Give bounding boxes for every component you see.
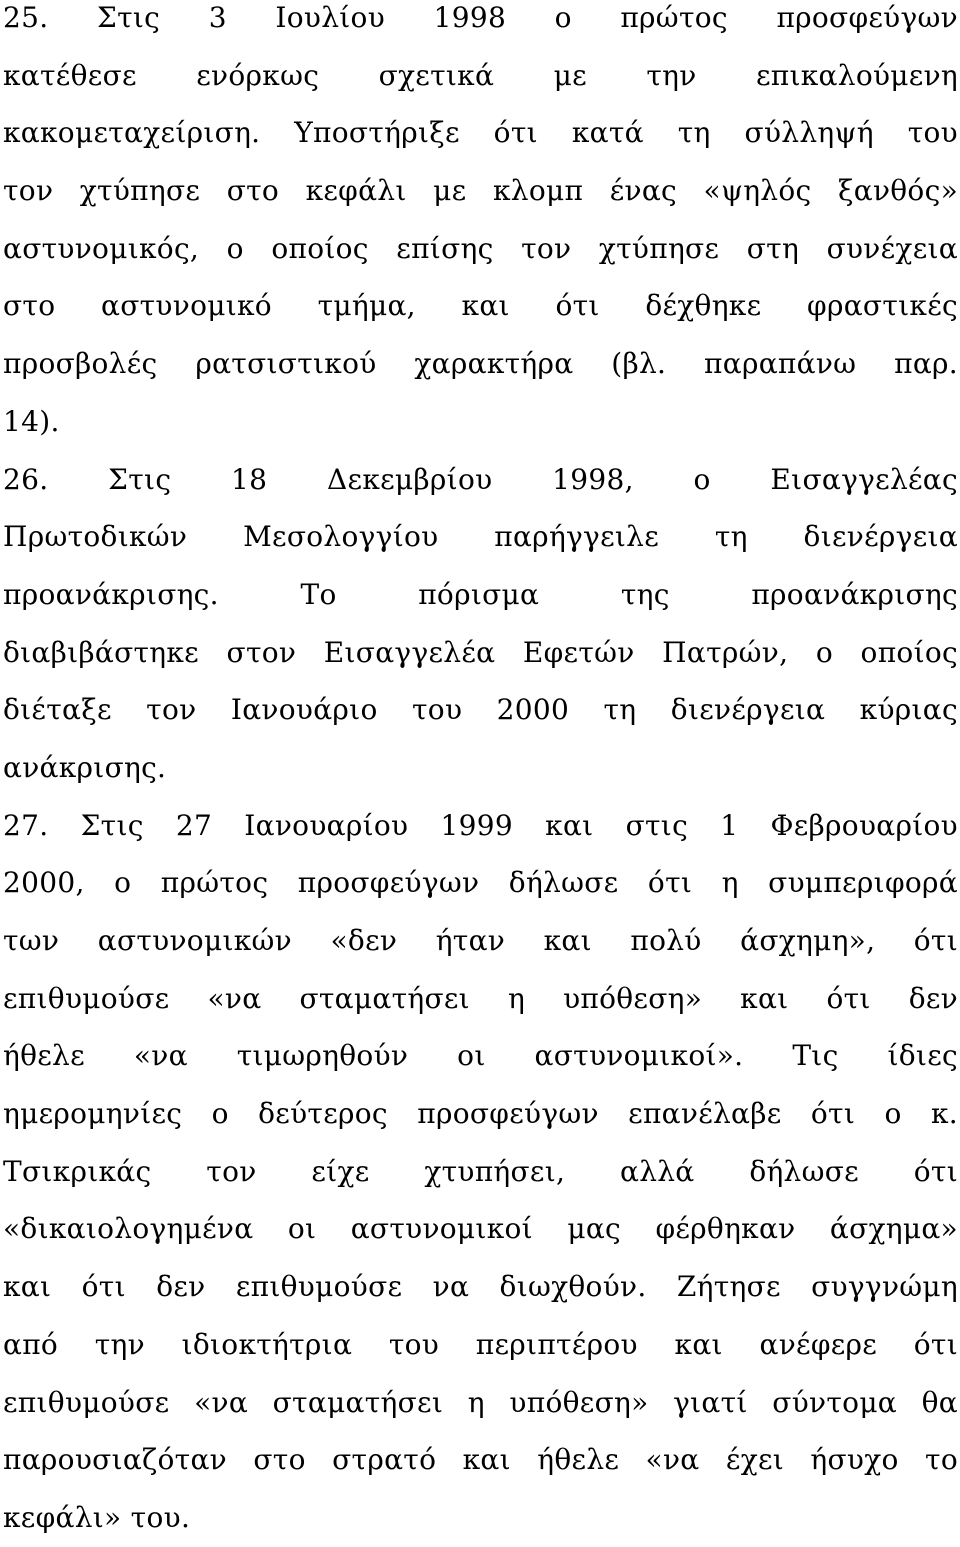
text-line: προσβολές ρατσιστικού χαρακτήρα (βλ. παραπάνω παρ.	[3, 347, 958, 381]
text-line: κακομεταχείριση. Υποστήριξε ότι κατά τη σύλληψή του	[3, 116, 958, 150]
text-line: ημερομηνίες ο δεύτερος προσφεύγων επανέλαβε ότι ο κ.	[3, 1097, 958, 1131]
paragraph-27	[3, 797, 958, 1547]
text-line: «δικαιολογημένα οι αστυνομικοί μας φέρθηκαν άσχημα»	[3, 1212, 958, 1246]
text-line: των αστυνομικών «δεν ήταν και πολύ άσχημη», ότι	[3, 924, 958, 957]
text-line: 26. Στις 18 Δεκεμβρίου 1998, ο Εισαγγελέας	[3, 462, 958, 496]
text-line: στο αστυνομικό τμήμα, και ότι δέχθηκε φραστικές	[3, 289, 958, 323]
text-line: αστυνομικός, ο οποίος επίσης τον χτύπησε στη συνέχεια	[3, 231, 958, 265]
text-line: Πρωτοδικών Μεσολογγίου παρήγγειλε τη διενέργεια	[3, 520, 958, 554]
text-line: κεφάλι» του.	[3, 1500, 191, 1534]
text-line: 27. Στις 27 Ιανουαρίου 1999 και στις 1 Φεβρουαρίου	[3, 808, 958, 842]
text-line: 2000, ο πρώτος προσφεύγων δήλωσε ότι η συμπεριφορά	[3, 866, 958, 900]
paragraph-25	[3, 0, 958, 451]
text-line: διέταξε τον Ιανουάριο του 2000 τη διενέργεια κύριας	[3, 693, 958, 727]
text-line: ήθελε «να τιμωρηθούν οι αστυνομικοί». Τις ίδιες	[3, 1039, 958, 1073]
text-line: κατέθεσε ενόρκως σχετικά με την επικαλούμενη	[3, 58, 958, 92]
text-line: προανάκρισης. Το πόρισμα της προανάκρισης	[3, 577, 958, 611]
text-line: από την ιδιοκτήτρια του περιπτέρου και ανέφερε ότι	[3, 1327, 958, 1361]
text-line: παρουσιαζόταν στο στρατό και ήθελε «να έχει ήσυχο το	[3, 1443, 958, 1477]
text-line: 25. Στις 3 Ιουλίου 1998 ο πρώτος προσφεύγων	[3, 1, 958, 34]
text-line: και ότι δεν επιθυμούσε να διωχθούν. Ζήτησε συγγνώμη	[3, 1270, 958, 1304]
text-line: τον χτύπησε στο κεφάλι με κλομπ ένας «ψηλός ξανθός»	[3, 174, 958, 208]
paragraph-26	[3, 451, 958, 797]
text-line: επιθυμούσε «να σταματήσει η υπόθεση» και ότι δεν	[3, 981, 958, 1015]
text-line: Τσικρικάς τον είχε χτυπήσει, αλλά δήλωσε ότι	[3, 1154, 958, 1188]
text-line: 14).	[3, 404, 60, 438]
text-line: ανάκρισης.	[3, 750, 167, 784]
text-line: διαβιβάστηκε στον Εισαγγελέα Εφετών Πατρών, ο οποίος	[3, 635, 958, 669]
text-line: επιθυμούσε «να σταματήσει η υπόθεση» γιατί σύντομα θα	[3, 1385, 958, 1419]
